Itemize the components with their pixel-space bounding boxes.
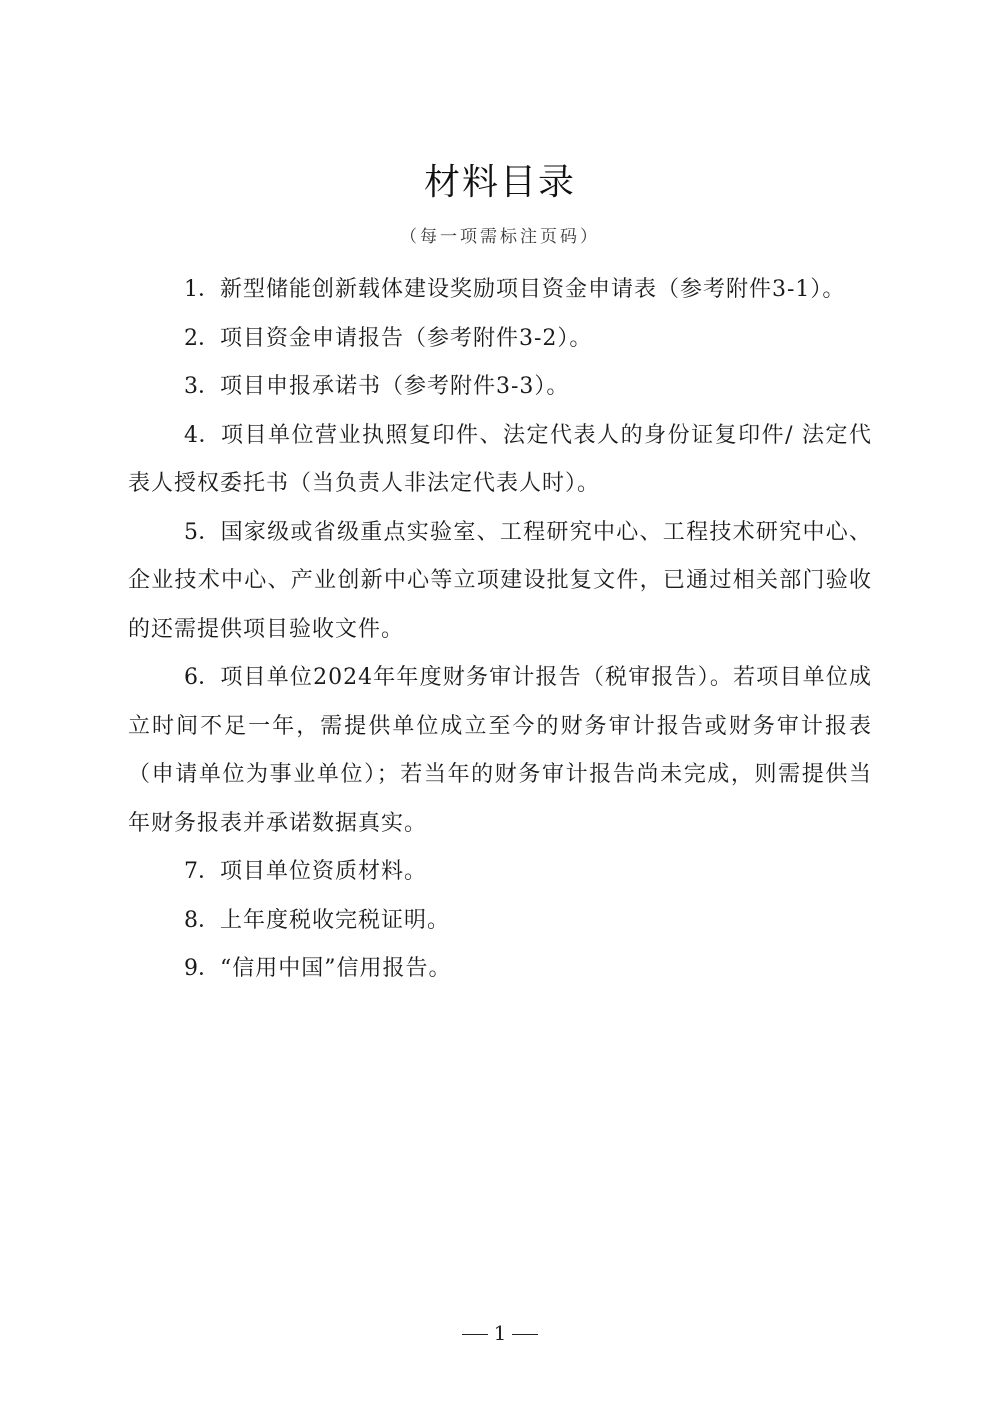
item-text: 项目申报承诺书（参考附件3-3）。 [220,374,570,399]
item-text: 项目单位资质材料。 [220,859,428,884]
list-item [128,509,872,655]
list-item [128,315,872,364]
page-subtitle: （每一项需标注页码） [400,227,600,247]
item-number: 6． [184,665,221,690]
item-number: 1． [184,277,220,302]
item-number: 7． [184,859,220,884]
page-title: 材料目录 [423,162,576,203]
list-item [128,654,872,848]
page-number: 1 [493,1321,507,1345]
item-number: 8． [184,907,220,933]
page-footer [0,1318,1000,1348]
footer-dash-left [462,1334,488,1335]
materials-list [128,266,872,994]
list-item [128,945,872,994]
item-number: 5． [184,519,221,545]
list-item [128,897,872,946]
item-text: 项目单位营业执照复印件、法定代表人的身份证复印件/ 法定代表人授权委托书（当负责人非法定代表人时）。 [128,422,872,496]
item-number: 9． [184,956,220,981]
item-text: “信用中国”信用报告。 [220,956,452,981]
list-item [128,412,872,509]
item-number: 2． [184,325,220,351]
item-text: 项目资金申请报告（参考附件3-2）。 [220,325,593,351]
item-text: 新型储能创新载体建设奖励项目资金申请表（参考附件3-1）。 [220,277,846,302]
list-item [128,266,872,315]
item-text: 项目单位2024年年度财务审计报告（税审报告）。若项目单位成立时间不足一年，需提供单位成立至今的财务审计报告或财务审计报表（申请单位为事业单位）；若当年的财务审计报告尚未完成，则需提供当年财务报表并承诺数据真实。 [128,665,872,836]
footer-dash-right [512,1334,538,1335]
item-number: 4． [184,422,222,448]
item-text: 国家级或省级重点实验室、工程研究中心、工程技术研究中心、企业技术中心、产业创新中心等立项建设批复文件，已通过相关部门验收的还需提供项目验收文件。 [128,519,872,642]
list-item [128,363,872,412]
list-item [128,848,872,897]
item-number: 3． [184,374,220,399]
item-text: 上年度税收完税证明。 [220,907,451,933]
